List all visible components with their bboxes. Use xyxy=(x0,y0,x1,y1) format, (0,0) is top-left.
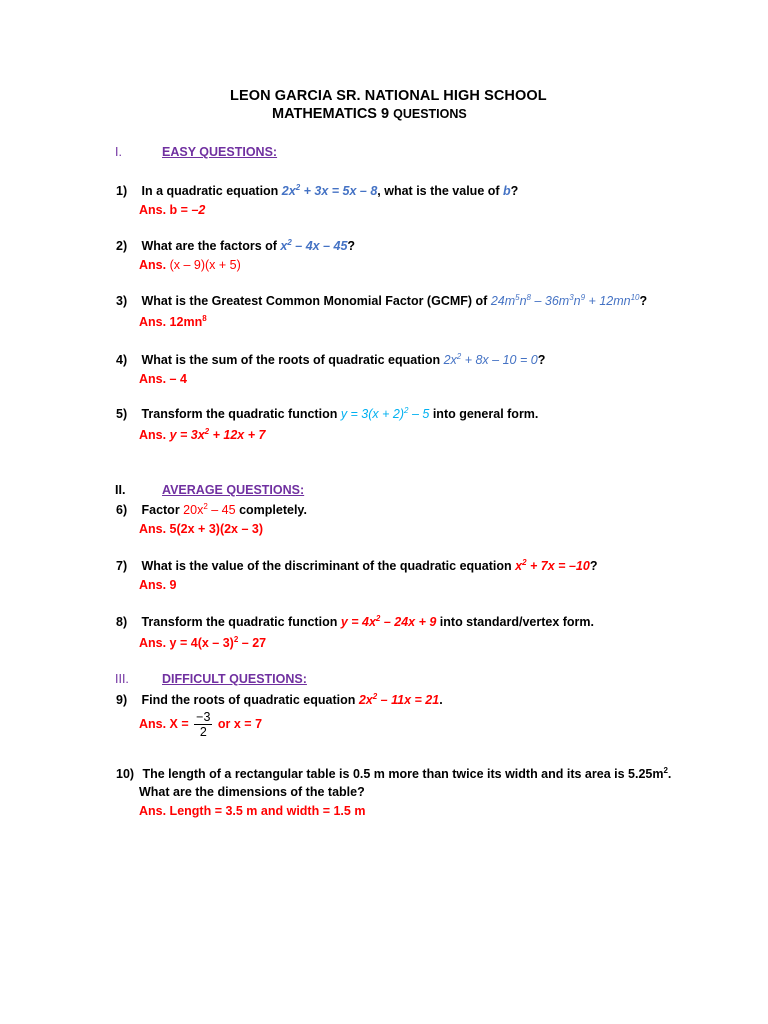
question-8 xyxy=(116,615,594,629)
variable: b xyxy=(503,184,511,198)
subject-name: MATHEMATICS 9 xyxy=(272,106,390,122)
equation: $24m^5n^8 - 36m^3n^9 + 12mn^{10}$ xyxy=(490,292,640,308)
equation: $y = 4x^2 - 24x + 9$ xyxy=(340,613,437,629)
fraction xyxy=(194,710,212,739)
answer-value: $y = 3x^2 + 12x + 7$ xyxy=(169,426,266,442)
question-4 xyxy=(116,353,545,367)
answer-5 xyxy=(139,428,265,442)
question-text: Transform the quadratic function xyxy=(141,615,341,629)
question-text: . xyxy=(439,693,443,707)
section-3-title: DIFFICULT QUESTIONS: xyxy=(162,672,307,686)
section-2-number: II. xyxy=(115,483,126,497)
question-10-line-2: What are the dimensions of the table? xyxy=(139,785,365,799)
answer-label: Ans. b = xyxy=(139,203,192,217)
equation: $20x^2 - 45$ xyxy=(183,501,236,517)
equation: $2x^2 + 8x - 10 = 0$ xyxy=(443,351,538,367)
equation: $2x^2 + 3x = 5x - 8$ xyxy=(281,182,378,198)
equation: $x^2 + 7x = -10$ xyxy=(515,557,590,573)
question-2 xyxy=(116,239,355,253)
question-text: ? xyxy=(537,353,546,367)
fraction-numerator: −3 xyxy=(196,710,211,724)
question-text: In a quadratic equation xyxy=(141,184,282,198)
answer-label: Ans. xyxy=(139,258,170,272)
question-1 xyxy=(116,184,518,198)
section-2-title: AVERAGE QUESTIONS: xyxy=(162,483,305,497)
question-text: What are the factors of xyxy=(141,239,281,253)
question-number: 2) xyxy=(116,239,128,253)
question-number: 3) xyxy=(116,294,128,308)
question-text: What is the value of the discriminant of the quadratic equation xyxy=(141,559,516,573)
question-text: , what is the value of xyxy=(377,184,504,198)
equation: $2x^2 - 11x = 21$ xyxy=(358,691,440,707)
answer-8: Ans. y = 4(x – 3)$^2$ – 27 xyxy=(139,634,267,650)
question-6 xyxy=(116,503,307,517)
question-text: What is the sum of the roots of quadratic equation xyxy=(141,353,444,367)
fraction-denominator: 2 xyxy=(199,725,207,739)
question-text: Transform the quadratic function xyxy=(141,407,341,421)
question-number: 5) xyxy=(116,407,128,421)
question-number: 10) xyxy=(116,767,135,781)
question-number: 8) xyxy=(116,615,128,629)
answer-label: Ans. X = xyxy=(139,716,193,731)
subject-title xyxy=(272,106,467,122)
question-9 xyxy=(116,693,443,707)
section-3-number: III. xyxy=(115,672,129,686)
answer-6: Ans. 5(2x + 3)(2x – 3) xyxy=(139,522,264,536)
question-text: What is the Greatest Common Monomial Factor (GCMF) of xyxy=(141,294,491,308)
answer-9 xyxy=(139,710,262,739)
question-number: 9) xyxy=(116,693,128,707)
answer-2 xyxy=(139,258,241,272)
question-number: 6) xyxy=(116,503,128,517)
answer-tail: or x = 7 xyxy=(214,716,263,731)
equation: $x^2 - 4x - 45$ xyxy=(280,237,348,253)
question-text: ? xyxy=(510,184,519,198)
question-number: 4) xyxy=(116,353,128,367)
question-text: into standard/vertex form. xyxy=(436,615,595,629)
question-3 xyxy=(116,294,647,308)
equation: $y = 3(x + 2)^2 - 5$ xyxy=(340,405,430,421)
question-7 xyxy=(116,559,597,573)
question-text: Factor xyxy=(141,503,184,517)
answer-7: Ans. 9 xyxy=(139,578,177,592)
question-text: ? xyxy=(639,294,648,308)
question-text: The length of a rectangular table is 0.5 m more than twice its width and its area is $5.25m^2$. xyxy=(142,765,672,781)
question-10 xyxy=(116,767,671,781)
question-text: into general form. xyxy=(429,407,539,421)
answer-value: (x – 9)(x + 5) xyxy=(169,258,241,272)
answer-3: Ans. $12mn^8$ xyxy=(139,313,207,329)
school-name: LEON GARCIA SR. NATIONAL HIGH SCHOOL xyxy=(230,88,547,104)
section-1-title: EASY QUESTIONS: xyxy=(162,145,278,159)
question-5 xyxy=(116,407,538,421)
question-text: ? xyxy=(347,239,356,253)
question-text: Find the roots of quadratic equation xyxy=(141,693,359,707)
question-text: ? xyxy=(589,559,598,573)
answer-1 xyxy=(139,203,205,217)
subject-suffix: QUESTIONS xyxy=(393,107,467,121)
answer-4: Ans. – 4 xyxy=(139,372,187,386)
section-1-number: I. xyxy=(115,145,122,159)
question-number: 1) xyxy=(116,184,128,198)
question-text: completely. xyxy=(235,503,307,517)
answer-label: Ans. xyxy=(139,428,170,442)
answer-10: Ans. Length = 3.5 m and width = 1.5 m xyxy=(139,804,366,818)
answer-value: –2 xyxy=(191,203,206,217)
question-number: 7) xyxy=(116,559,128,573)
